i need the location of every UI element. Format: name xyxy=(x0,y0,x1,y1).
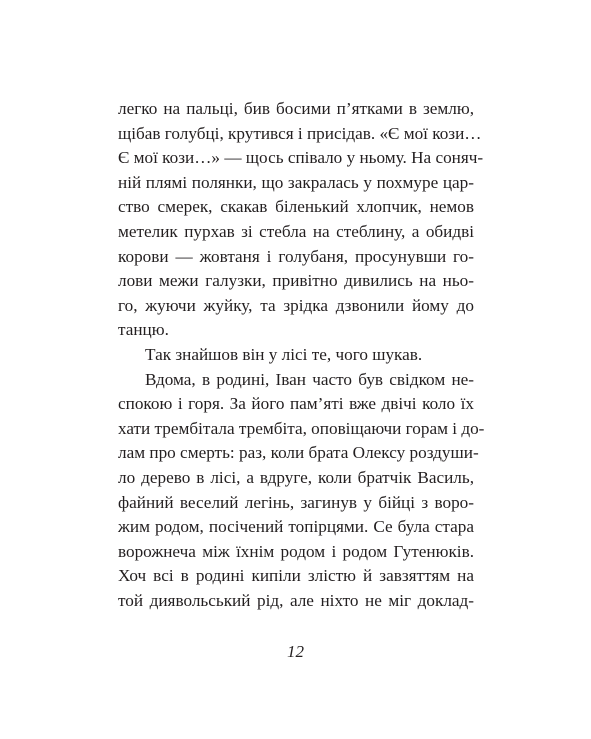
text-line: ній плямі полянки, що закралась у похмуре цар- xyxy=(118,172,474,192)
text-line: ство смерек, скакав біленький хлопчик, немов xyxy=(118,197,474,217)
text-line: лам про смерть: раз, коли брата Олексу роздуши- xyxy=(118,443,479,463)
text-line: щібав голубці, крутився і присідав. «Є мої кози… xyxy=(118,123,482,143)
page-number: 12 xyxy=(287,642,304,661)
text-line: го, жуючи жуйку, та зрідка дзвонили йому до xyxy=(118,295,474,315)
text-line: Є мої кози…» — щось співало у ньому. На соняч- xyxy=(118,148,484,168)
text-line: корови — жовтаня і голубаня, просунувши го- xyxy=(118,246,474,266)
text-line: ло дерево в лісі, а вдруге, коли братчік Василь, xyxy=(118,467,474,487)
text-line: жим родом, посічений топірцями. Се була стара xyxy=(118,517,474,537)
text-line: той диявольський рід, але ніхто не міг доклад- xyxy=(118,590,474,610)
text-line: спокою і горя. За його пам’яті вже двічі коло їх xyxy=(118,394,474,414)
body-text xyxy=(118,97,485,613)
text-line: Вдома, в родині, Іван часто був свідком не- xyxy=(145,369,474,389)
text-line: файний веселий легінь, загинув у бійці з воро- xyxy=(118,492,474,512)
text-line: Так знайшов він у лісі те, чого шукав. xyxy=(145,344,423,364)
text-line: танцю. xyxy=(118,320,169,340)
text-line: Хоч всі в родині кипіли злістю й завзяттям на xyxy=(118,566,474,586)
text-line: ворожнеча між їхнім родом і родом Гутенюків. xyxy=(118,541,474,561)
text-line: метелик пурхав зі стебла на стеблину, а обидві xyxy=(118,221,474,241)
text-line: лови межи галузки, привітно дивились на ньо- xyxy=(118,271,474,291)
text-line: хати трембітала трембіта, оповіщаючи горам і до- xyxy=(118,418,485,438)
text-line: легко на пальці, бив босими п’ятками в землю, xyxy=(118,99,474,118)
